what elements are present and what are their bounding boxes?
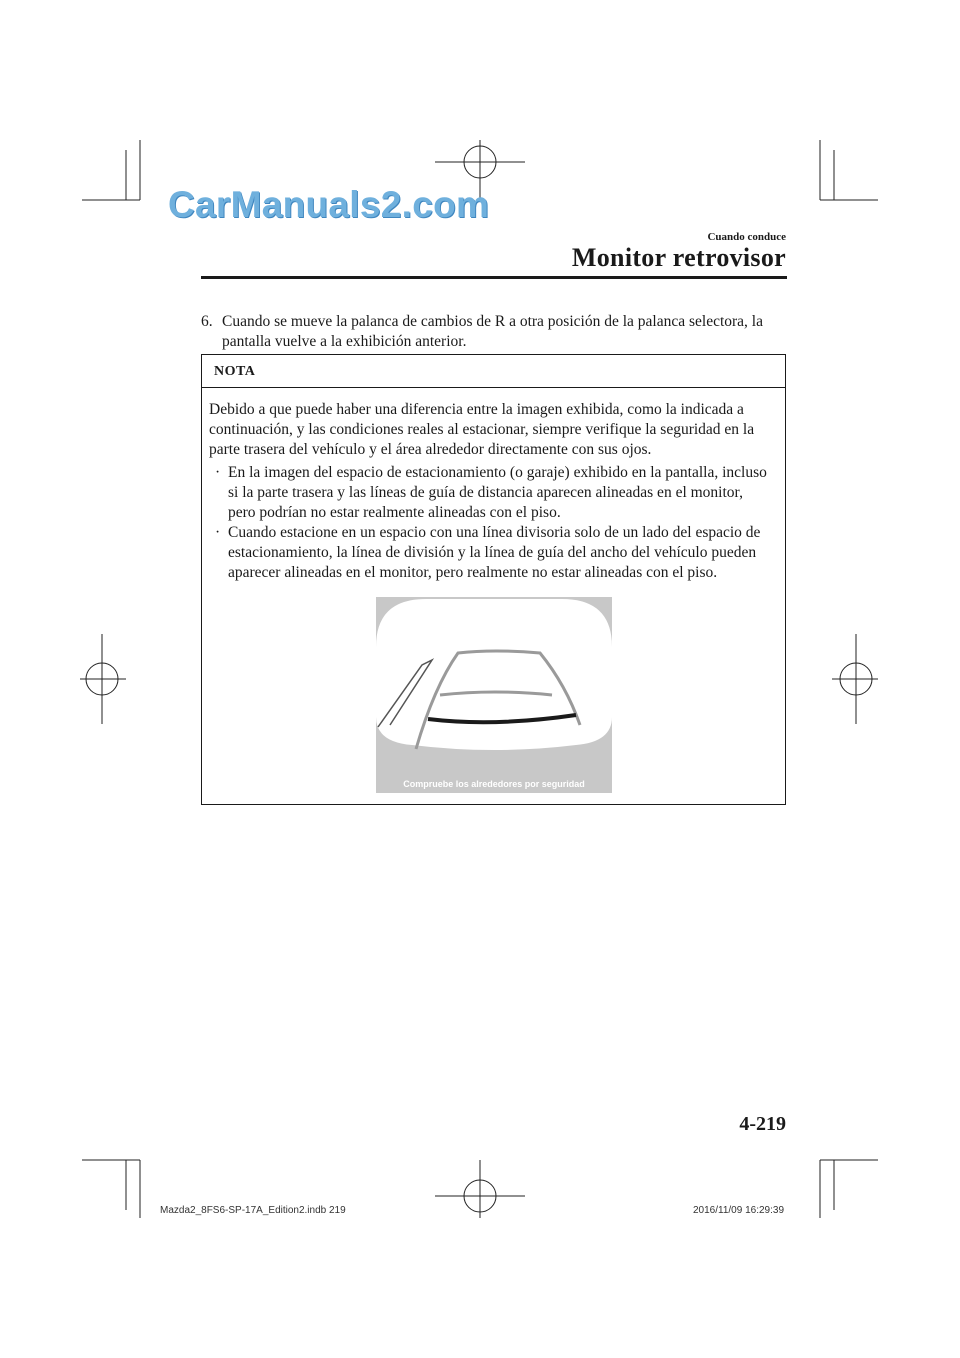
bullet-text: En la imagen del espacio de estacionamiento (o garaje) exhibido en la pantalla, incluso si la parte trasera y las líneas de guía de distancia aparecen alineadas en el monitor, pero podrían no estar realmente alineadas con el piso. (228, 464, 767, 521)
step-text: Cuando se mueve la palanca de cambios de R a otra posición de la palanca selectora, la pantalla vuelve a la exhibición anterior. (222, 313, 763, 350)
header-divider (201, 276, 787, 279)
rearview-screen-illustration (376, 597, 612, 793)
bullet-dot-icon: · (215, 464, 221, 481)
step-number: 6. (201, 313, 213, 330)
watermark-logo: CarManuals2.com (168, 184, 490, 225)
screen-caption: Compruebe los alrededores por seguridad (403, 779, 585, 789)
note-header (202, 355, 785, 388)
page-number: 4-219 (739, 1113, 786, 1135)
note-intro: Debido a que puede haber una diferencia entre la imagen exhibida, como la indicada a continuación, y las condiciones reales al estacionar, siempre verifique la seguridad en la parte trasera del vehículo y el área alrededor directamente con sus ojos. (209, 401, 755, 458)
section-label: Cuando conduce (707, 231, 786, 243)
footer-filename: Mazda2_8FS6-SP-17A_Edition2.indb 219 (160, 1205, 346, 1216)
camera-view (376, 599, 612, 750)
note-title: NOTA (214, 364, 256, 379)
bullet-text: Cuando estacione en un espacio con una línea divisoria solo de un lado del espacio de estacionamiento, la línea de división y la línea de guía del ancho del vehículo pueden aparecer alineadas en el monitor, pero realmente no estar alineadas con el piso. (228, 524, 761, 581)
bullet-dot-icon: · (215, 524, 221, 541)
page-title: Monitor retrovisor (571, 243, 786, 272)
footer-timestamp: 2016/11/09 16:29:39 (693, 1205, 785, 1216)
